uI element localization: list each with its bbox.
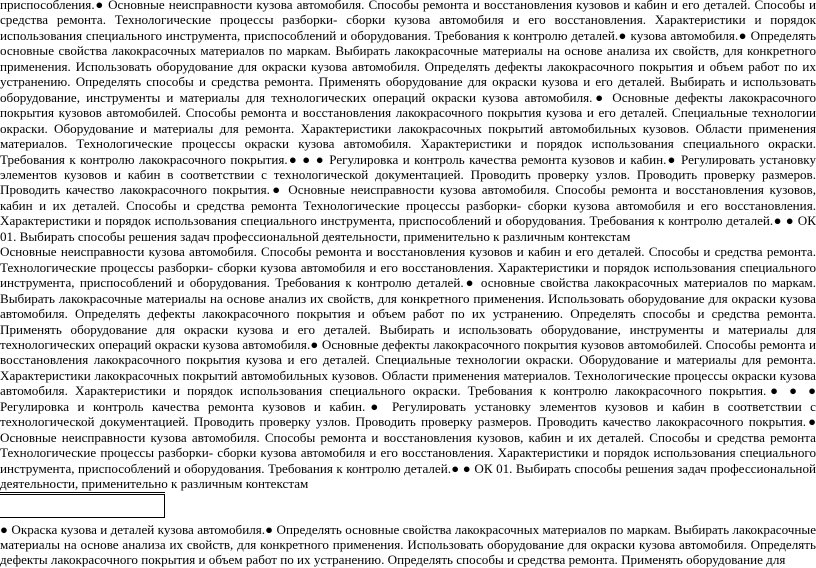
paragraph-2: Основные неисправности кузова автомобиля. Способы ремонта и восстановления кузовов и кабин и его деталей. Способы и средства ремонта. Технологические процессы разборки- сборки кузова автомобиля и его восстановления. Характеристики и порядок использования специального инструмента, приспособлений и оборудования. Требования к контролю деталей.● основные свойства лакокрасочных материалов по маркам. Выбирать лакокрасочные материалы на основе анализ их свойств, для конкретного применения. Использовать оборудование для окраски кузова автомобиля. Определять дефекты лакокрасочного покрытия и объем работ по их устранению. Определять способы и средства ремонта. Применять оборудование для окраски кузова и его деталей. Выбирать и использовать оборудование, инструменты и материалы для технологических операций окраски кузова автомобиля.● Основные дефекты лакокрасочного покрытия кузовов автомобилей. Способы ремонта и восстановления лакокрасочного покрытия кузова и его деталей. Специальные технологии окраски. Оборудование и материалы для ремонта. Характеристики лакокрасочных покрытий автомобильных кузовов. Области применения материалов. Технологические процессы окраски кузова автомобиля. Характеристики и порядок использования специального окраски. Требования к контролю лакокрасочного покрытия.● ● ● Регулировка и контроль качества ремонта кузовов и кабин.● Регулировать установку элементов кузовов и кабин в соответствии с технологической документацией. Проводить проверку узлов. Проводить проверку размеров. Проводить качество лакокрасочного покрытия.● Основные неисправности кузова автомобиля. Способы ремонта и восстановления кузовов, кабин и их деталей. Способы и средства ремонта Технологические процессы разборки- сборки кузова автомобиля и его восстановления. Характеристики и порядок использования специального инструмента, приспособлений и оборудования. Требования к контролю деталей.● ● ОК 01. Выбирать способы решения задач профессиональной деятельности, применительно к различным контекстам <box>0 244 816 492</box>
table-gap <box>0 492 816 522</box>
table-top-rule <box>0 492 165 493</box>
empty-table-cell <box>0 494 165 518</box>
paragraph-3: ● Окраска кузова и деталей кузова автомобиля.● Определять основные свойства лакокрасочных материалов по маркам. Выбирать лакокрасочные материалы на основе анализа их свойств, для конкретного применения. Использовать оборудование для окраски кузова автомобиля. Определять дефекты лакокрасочного покрытия и объем работ по их устранению. Определять способы и средства ремонта. Применять оборудование для <box>0 521 816 568</box>
paragraph-1: приспособления.● Основные неисправности кузова автомобиля. Способы ремонта и восстановления кузовов и кабин и его деталей. Способы и средства ремонта. Технологические процессы разборки- сборки кузова автомобиля и его восстановления. Характеристики и порядок использования специального инструмента, приспособлений и оборудования. Требования к контролю деталей.● кузова автомобиля.● Определять основные свойства лакокрасочных материалов по маркам. Выбирать лакокрасочные материалы на основе анализа их свойств, для конкретного применения. Использовать оборудование для окраски кузова автомобиля. Определять дефекты лакокрасочного покрытия и объем работ по их устранению. Определять способы и средства ремонта. Применять оборудование для окраски кузова и его деталей. Выбирать и использовать оборудование, инструменты и материалы для технологических операций окраски кузова автомобиля.● Основные дефекты лакокрасочного покрытия кузовов автомобилей. Способы ремонта и восстановления лакокрасочного покрытия кузова и его деталей. Специальные технологии окраски. Оборудование и материалы для ремонта. Характеристики лакокрасочных покрытий автомобильных кузовов. Области применения материалов. Технологические процессы окраски кузова автомобиля. Характеристики и порядок использования специального окраски. Требования к контролю лакокрасочного покрытия.● ● ● Регулировка и контроль качества ремонта кузовов и кабин.● Регулировать установку элементов кузовов и кабин в соответствии с технологической документацией. Проводить проверку узлов. Проводить проверку размеров. Проводить качество лакокрасочного покрытия.● Основные неисправности кузова автомобиля. Способы ремонта и восстановления кузовов, кабин и их деталей. Способы и средства ремонта Технологические процессы разборки- сборки кузова автомобиля и его восстановления. Характеристики и порядок использования специального инструмента, приспособлений и оборудования. Требования к контролю деталей.● ● ОК 01. Выбирать способы решения задач профессиональной деятельности, применительно к различным контекстам <box>0 0 816 244</box>
